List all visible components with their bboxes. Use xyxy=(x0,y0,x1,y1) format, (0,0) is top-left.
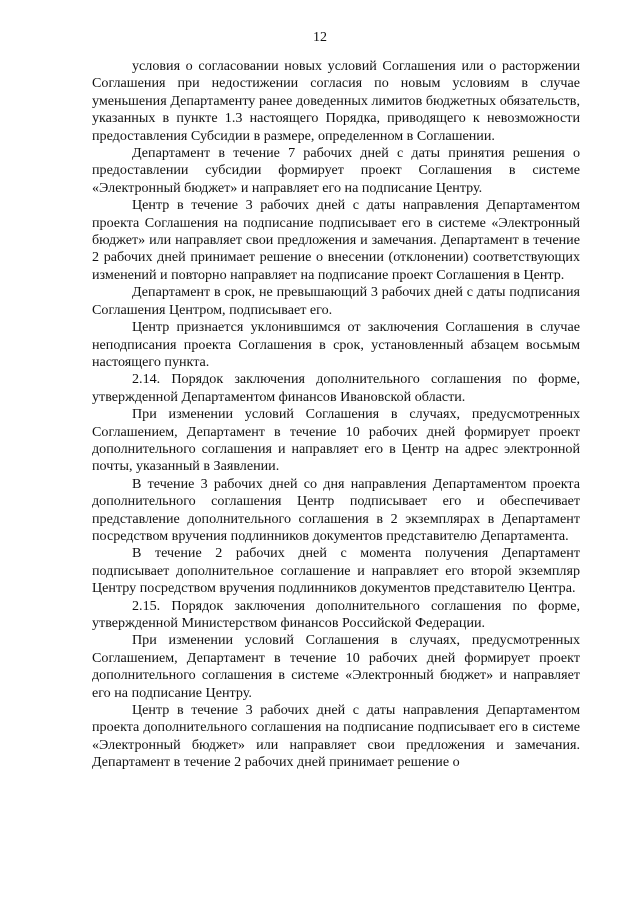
paragraph: Департамент в срок, не превышающий 3 рабочих дней с даты подписания Соглашения Центром, подписывает его. xyxy=(92,284,580,318)
paragraph: Центр в течение 3 рабочих дней с даты направления Департаментом проекта дополнительного соглашения на подписание подписывает его в системе «Электронный бюджет» или направляет свои предложения и замечания. Департамент в течение 2 рабочих дней принимает решение о xyxy=(92,702,580,771)
paragraph: При изменении условий Соглашения в случаях, предусмотренных Соглашением, Департамент в течение 10 рабочих дней формирует проект дополнительного соглашения и направляет его в Центр на адрес электронной почты, указанный в Заявлении. xyxy=(92,406,580,475)
paragraph: В течение 2 рабочих дней с момента получения Департамент подписывает дополнительное соглашение и направляет его второй экземпляр Центру посредством вручения подлинников документов представителю Центра. xyxy=(92,545,580,597)
paragraph: В течение 3 рабочих дней со дня направления Департаментом проекта дополнительного соглашения Центр подписывает его и обеспечивает представление дополнительного соглашения в 2 экземплярах в Департамент посредством вручения подлинников документов представителю Департамента. xyxy=(92,475,580,544)
paragraph: Центр признается уклонившимся от заключения Соглашения в случае неподписания проекта Соглашения в срок, установленный абзацем восьмым настоящего пункта. xyxy=(92,319,580,370)
section-heading-2-15: 2.15. Порядок заключения дополнительного соглашения по форме, утвержденной Министерством финансов Российской Федерации. xyxy=(92,597,580,631)
paragraph: При изменении условий Соглашения в случаях, предусмотренных Соглашением, Департамент в течение 10 рабочих дней формирует проект дополнительного соглашения в системе «Электронный бюджет» и направляет его на подписание Центру. xyxy=(92,632,580,701)
paragraph: Департамент в течение 7 рабочих дней с даты принятия решения о предоставлении субсидии формирует проект Соглашения в системе «Электронный бюджет» и направляет его на подписание Центру. xyxy=(92,145,580,196)
paragraph: условия о согласовании новых условий Соглашения или о расторжении Соглашения при недостижении согласия по новым условиям в случае уменьшения Департаменту ранее доведенных лимитов бюджетных обязательств, указанных в пункте 1.3 настоящего Порядка, приводящего к невозможности предоставления Субсидии в размере, определенном в Соглашении. xyxy=(92,58,580,144)
page-number: 12 xyxy=(313,30,327,45)
document-body xyxy=(92,58,580,772)
section-heading-2-14: 2.14. Порядок заключения дополнительного соглашения по форме, утвержденной Департаментом финансов Ивановской области. xyxy=(92,371,580,405)
paragraph: Центр в течение 3 рабочих дней с даты направления Департаментом проекта Соглашения на подписание подписывает его в системе «Электронный бюджет» или направляет свои предложения и замечания. Департамент в течение 2 рабочих дней принимает решение о внесении (отклонении) соответствующих изменений и повторно направляет на подписание проект Соглашения в Центр. xyxy=(92,197,580,283)
